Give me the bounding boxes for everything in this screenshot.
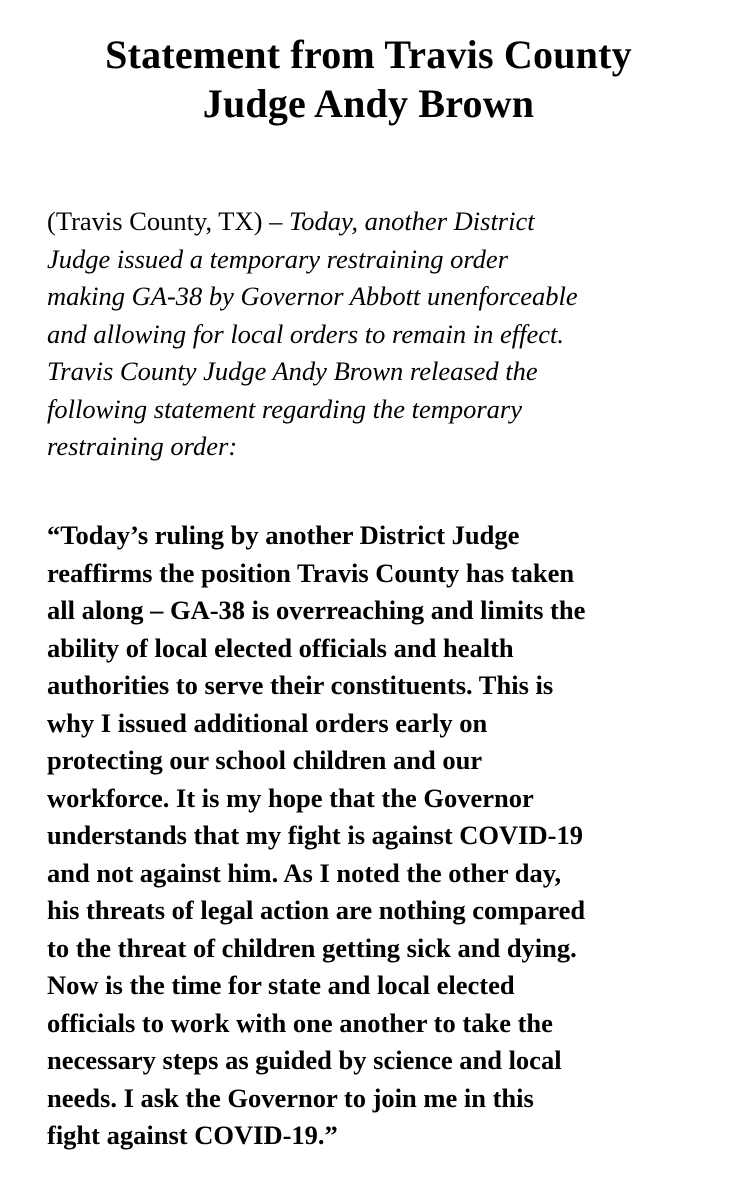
intro-paragraph	[47, 203, 707, 466]
quote-line: Now is the time for state and local elected	[47, 970, 515, 1000]
quote-line: why I issued additional orders early on	[47, 707, 488, 738]
title-line: Judge Andy Brown	[202, 81, 535, 126]
quote-line: necessary steps as guided by science and local	[47, 1045, 562, 1075]
intro-text: Today, another District	[288, 206, 535, 236]
quote-line: needs. I ask the Governor to join me in this	[47, 1082, 534, 1113]
intro-line: making GA-38 by Governor Abbott unenforceable	[47, 281, 578, 311]
intro-line: Judge issued a temporary restraining order	[47, 243, 509, 274]
statement-title	[30, 30, 707, 128]
quote-line: authorities to serve their constituents. This is	[47, 670, 554, 700]
quote-line: his threats of legal action are nothing compared	[47, 895, 586, 925]
quote-line: understands that my fight is against COVID-19	[47, 820, 583, 850]
title-line: Statement from Travis County	[105, 32, 632, 77]
intro-line	[47, 203, 707, 241]
quote-line: and not against him. As I noted the other day,	[47, 857, 562, 888]
quote-paragraph	[47, 517, 717, 1155]
intro-line: and allowing for local orders to remain in effect.	[47, 318, 564, 349]
intro-line: restraining order:	[47, 431, 238, 461]
quote-line: officials to work with one another to take the	[47, 1007, 553, 1038]
quote-line: protecting our school children and our	[47, 745, 483, 775]
quote-line: workforce. It is my hope that the Governor	[47, 782, 534, 813]
quote-line: fight against COVID-19.”	[47, 1120, 338, 1150]
quote-line: all along – GA-38 is overreaching and limits the	[47, 595, 586, 625]
intro-line: following statement regarding the temporary	[47, 393, 522, 424]
quote-line: “Today’s ruling by another District Judge	[47, 520, 520, 550]
dateline: (Travis County, TX) –	[47, 206, 289, 236]
intro-line: Travis County Judge Andy Brown released the	[47, 356, 538, 386]
quote-line: reaffirms the position Travis County has taken	[47, 557, 575, 588]
quote-line: ability of local elected officials and health	[47, 632, 514, 663]
quote-line: to the threat of children getting sick and dying.	[47, 932, 577, 963]
